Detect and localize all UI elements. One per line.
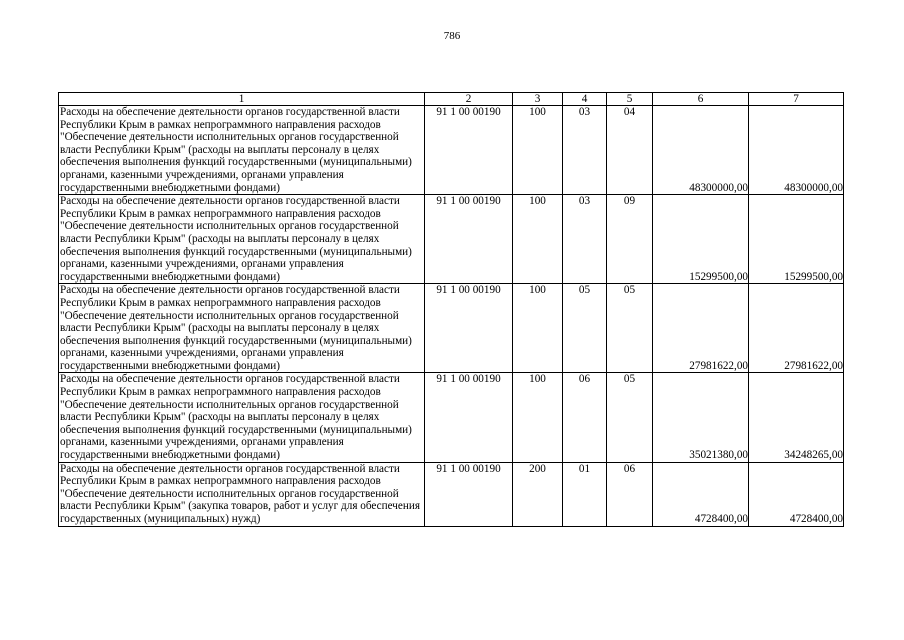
- row-amount-col6: 48300000,00: [653, 106, 749, 195]
- row-subsection-code: 05: [607, 373, 653, 462]
- row-section-code: 01: [563, 462, 607, 526]
- row-expense-type-code: 100: [513, 106, 563, 195]
- row-amount-col6: 4728400,00: [653, 462, 749, 526]
- column-header: 6: [653, 93, 749, 106]
- row-section-code: 06: [563, 373, 607, 462]
- table-row: [59, 373, 844, 462]
- row-description: Расходы на обеспечение деятельности органов государственной власти Республики Крым в рамках непрограммного направления расходов "Обеспечение деятельности исполнительных органов государственной власти Республики Крым" (расходы на выплаты персоналу в целях обеспечения выполнения функций государственными (муниципальными) органами, казенными учреждениями, органами управления государственными внебюджетными фондами): [59, 195, 425, 284]
- column-header: 2: [425, 93, 513, 106]
- row-target-article-code: 91 1 00 00190: [425, 195, 513, 284]
- row-section-code: 03: [563, 106, 607, 195]
- row-expense-type-code: 100: [513, 284, 563, 373]
- column-header: 7: [749, 93, 844, 106]
- table-header-row: [59, 93, 844, 106]
- budget-table: [58, 92, 844, 527]
- row-subsection-code: 05: [607, 284, 653, 373]
- row-amount-col6: 27981622,00: [653, 284, 749, 373]
- page-number: 786: [443, 30, 461, 42]
- table-row: [59, 106, 844, 195]
- row-expense-type-code: 100: [513, 373, 563, 462]
- row-amount-col6: 15299500,00: [653, 195, 749, 284]
- row-target-article-code: 91 1 00 00190: [425, 462, 513, 526]
- row-amount-col7: 27981622,00: [749, 284, 844, 373]
- row-target-article-code: 91 1 00 00190: [425, 373, 513, 462]
- row-amount-col7: 48300000,00: [749, 106, 844, 195]
- row-description: Расходы на обеспечение деятельности органов государственной власти Республики Крым в рамках непрограммного направления расходов "Обеспечение деятельности исполнительных органов государственной власти Республики Крым" (расходы на выплаты персоналу в целях обеспечения выполнения функций государственными (муниципальными) органами, казенными учреждениями, органами управления государственными внебюджетными фондами): [59, 106, 425, 195]
- row-amount-col7: 34248265,00: [749, 373, 844, 462]
- column-header: 1: [59, 93, 425, 106]
- table-row: [59, 195, 844, 284]
- row-section-code: 03: [563, 195, 607, 284]
- row-amount-col6: 35021380,00: [653, 373, 749, 462]
- column-header: 3: [513, 93, 563, 106]
- row-subsection-code: 06: [607, 462, 653, 526]
- row-subsection-code: 04: [607, 106, 653, 195]
- row-section-code: 05: [563, 284, 607, 373]
- row-description: Расходы на обеспечение деятельности органов государственной власти Республики Крым в рамках непрограммного направления расходов "Обеспечение деятельности исполнительных органов государственной власти Республики Крым" (расходы на выплаты персоналу в целях обеспечения выполнения функций государственными (муниципальными) органами, казенными учреждениями, органами управления государственными внебюджетными фондами): [59, 284, 425, 373]
- row-target-article-code: 91 1 00 00190: [425, 284, 513, 373]
- row-description: Расходы на обеспечение деятельности органов государственной власти Республики Крым в рамках непрограммного направления расходов "Обеспечение деятельности исполнительных органов государственной власти Республики Крым" (закупка товаров, работ и услуг для обеспечения государственных (муниципальных) нужд): [59, 462, 425, 526]
- row-amount-col7: 15299500,00: [749, 195, 844, 284]
- row-target-article-code: 91 1 00 00190: [425, 106, 513, 195]
- table-row: [59, 284, 844, 373]
- row-subsection-code: 09: [607, 195, 653, 284]
- row-expense-type-code: 200: [513, 462, 563, 526]
- row-description: Расходы на обеспечение деятельности органов государственной власти Республики Крым в рамках непрограммного направления расходов "Обеспечение деятельности исполнительных органов государственной власти Республики Крым" (расходы на выплаты персоналу в целях обеспечения выполнения функций государственными (муниципальными) органами, казенными учреждениями, органами управления государственными внебюджетными фондами): [59, 373, 425, 462]
- row-expense-type-code: 100: [513, 195, 563, 284]
- column-header: 5: [607, 93, 653, 106]
- row-amount-col7: 4728400,00: [749, 462, 844, 526]
- table-row: [59, 462, 844, 526]
- column-header: 4: [563, 93, 607, 106]
